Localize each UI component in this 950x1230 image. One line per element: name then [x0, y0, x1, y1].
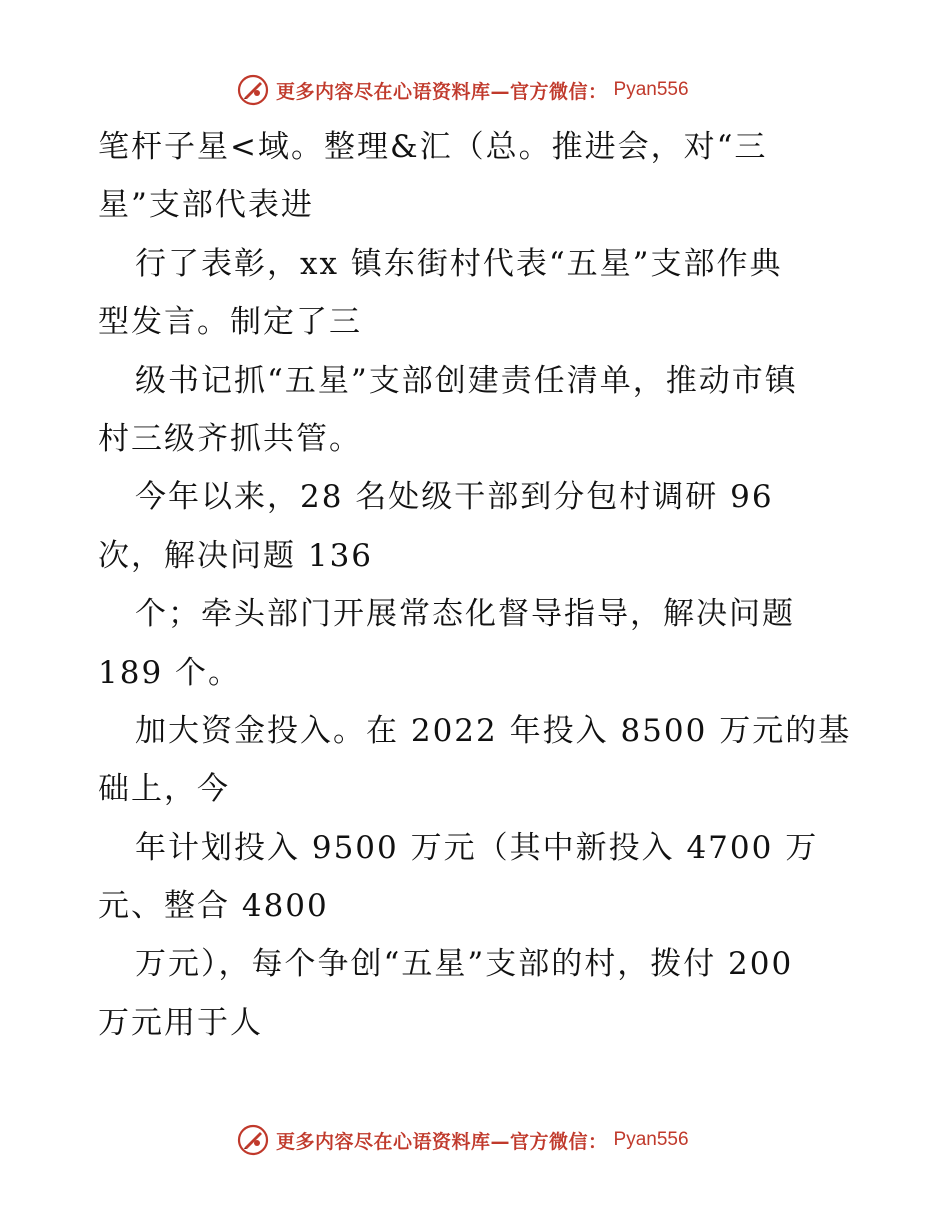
text-line: 笔杆子星<域。整理&汇（总。推进会，对“三	[98, 129, 768, 165]
text-line: 万元用于人	[98, 1004, 263, 1041]
quill-logo-icon	[236, 1123, 270, 1157]
text-line: 型发言。制定了三	[98, 304, 362, 341]
text-line: 今年以来，28 名处级干部到分包村调研 96	[135, 479, 774, 516]
text-line: 星”支部代表进	[98, 187, 314, 224]
text-line: 次，解决问题 136	[98, 537, 374, 574]
text-line: 年计划投入 9500 万元（其中新投入 4700 万	[135, 829, 819, 866]
footer-banner-id: Pyan556	[613, 1129, 689, 1150]
footer-banner-text: 更多内容尽在心语资料库—官方微信：	[276, 1130, 608, 1153]
text-line: 个；牵头部门开展常态化督导指导，解决问题	[135, 596, 795, 633]
footer-banner	[236, 1122, 689, 1158]
text-line: 村三级齐抓共管。	[98, 420, 362, 457]
document-body	[98, 118, 858, 1052]
header-banner-id: Pyan556	[613, 79, 689, 100]
text-line: 189 个。	[98, 654, 242, 691]
quill-logo-icon	[236, 73, 270, 107]
text-line: 行了表彰，xx 镇东街村代表“五星”支部作典	[135, 245, 783, 282]
header-banner	[236, 72, 689, 108]
text-line: 级书记抓“五星”支部创建责任清单，推动市镇	[135, 362, 798, 399]
text-line: 万元），每个争创“五星”支部的村，拨付 200	[135, 946, 794, 983]
text-line: 元、整合 4800	[98, 888, 329, 925]
text-line: 加大资金投入。在 2022 年投入 8500 万元的基	[135, 712, 852, 749]
text-line: 础上，今	[98, 771, 230, 808]
header-banner-text: 更多内容尽在心语资料库—官方微信：	[276, 80, 608, 103]
